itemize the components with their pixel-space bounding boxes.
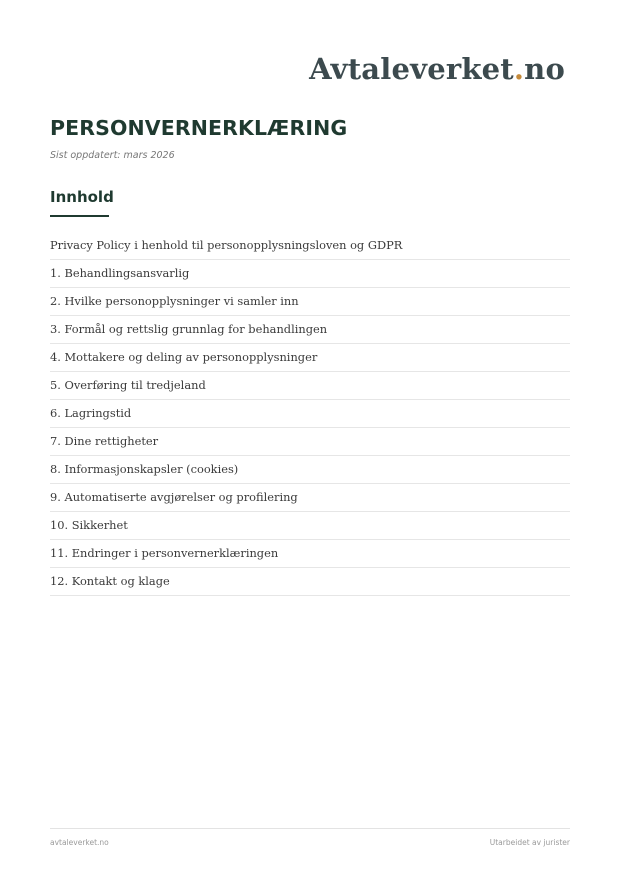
toc-item-kontakt[interactable]: 12. Kontakt og klage [50, 568, 570, 596]
toc-item-lagringstid[interactable]: 6. Lagringstid [50, 400, 570, 428]
last-updated-date: Sist oppdatert: mars 2026 [50, 150, 175, 161]
toc-item-personopplysninger[interactable]: 2. Hvilke personopplysninger vi samler inn [50, 288, 570, 316]
footer-divider [50, 828, 570, 829]
logo-text: Avtaleverket [309, 52, 514, 86]
toc-item-mottakere[interactable]: 4. Mottakere og deling av personopplysninger [50, 344, 570, 372]
toc-heading: Innhold [50, 188, 114, 206]
toc-item-cookies[interactable]: 8. Informasjonskapsler (cookies) [50, 456, 570, 484]
toc-item-formal[interactable]: 3. Formål og rettslig grunnlag for behandlingen [50, 316, 570, 344]
site-logo[interactable] [309, 52, 565, 86]
logo-dot: . [513, 52, 525, 86]
footer-site-url: avtaleverket.no [50, 838, 109, 847]
toc-item-endringer[interactable]: 11. Endringer i personvernerklæringen [50, 540, 570, 568]
page-title: PERSONVERNERKLÆRING [50, 116, 348, 140]
toc-heading-underline [50, 215, 109, 217]
toc-item-privacy-policy[interactable]: Privacy Policy i henhold til personopplysningsloven og GDPR [50, 232, 570, 260]
table-of-contents [50, 232, 570, 596]
toc-item-automatiserte-avgjorelser[interactable]: 9. Automatiserte avgjørelser og profilering [50, 484, 570, 512]
footer-credit: Utarbeidet av jurister [489, 838, 570, 847]
toc-item-tredjeland[interactable]: 5. Overføring til tredjeland [50, 372, 570, 400]
toc-item-behandlingsansvarlig[interactable]: 1. Behandlingsansvarlig [50, 260, 570, 288]
toc-item-rettigheter[interactable]: 7. Dine rettigheter [50, 428, 570, 456]
logo-tld: no [524, 52, 565, 86]
toc-item-sikkerhet[interactable]: 10. Sikkerhet [50, 512, 570, 540]
